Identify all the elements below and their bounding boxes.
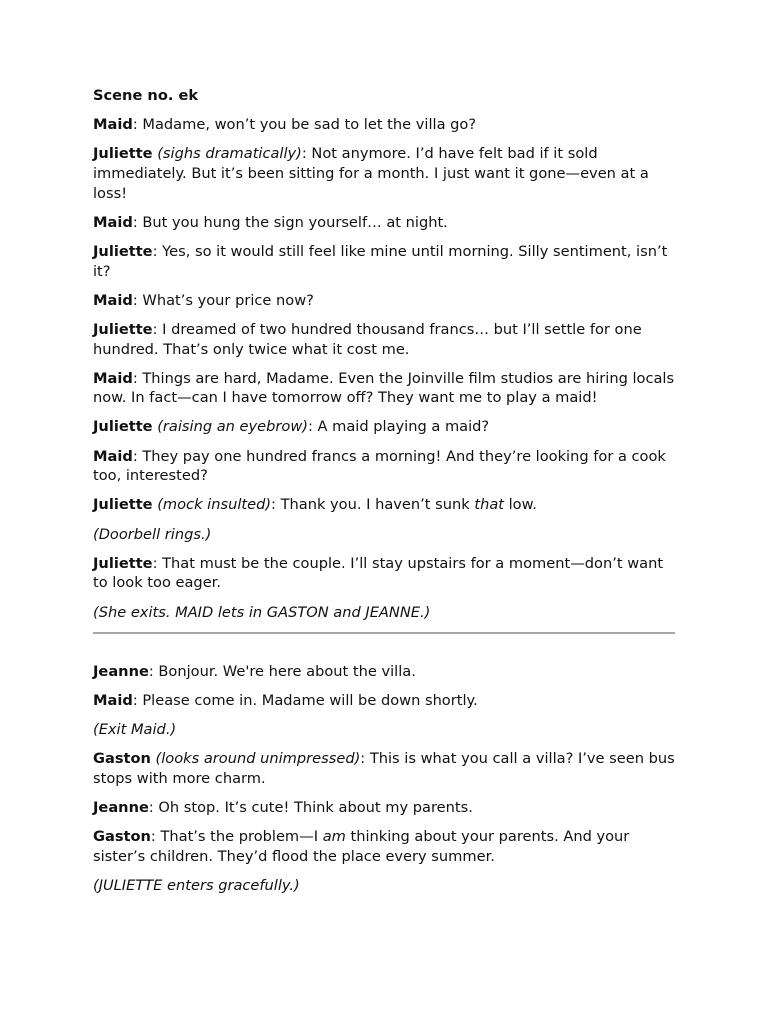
dialogue-line [93,417,675,437]
dialogue-text: : That’s the problem—I [150,828,323,846]
dialogue-text: : Oh stop. It’s cute! Think about my parents. [148,799,473,817]
speaker-name: Maid [93,691,133,709]
stage-direction-inline: (sighs dramatically) [152,145,302,163]
dialogue-line [93,495,675,515]
dialogue-text: thinking about your parents. And your sister’s children. They’d flood the place every summer. [93,828,630,865]
speaker-name: Jeanne [93,662,149,680]
stage-direction: (Exit Maid.) [93,721,177,739]
dialogue-line [93,827,675,866]
dialogue-text: : Bonjour. We're here about the villa. [148,662,416,680]
speaker-name: Gaston [93,750,151,768]
stage-direction: (JULIETTE enters gracefully.) [93,877,300,895]
dialogue-text: : Thank you. I haven’t sunk [271,496,475,514]
dialogue-line [93,291,675,311]
dialogue-text: : I dreamed of two hundred thousand francs… but I’ll settle for one hundred. That’s only twice what it cost me. [93,320,642,358]
dialogue-text: : Things are hard, Madame. Even the Joinville film studios are hiring locals now. In fact—can I have tomorrow off? They want me to play a maid! [93,369,675,407]
stage-direction-inline: (raising an eyebrow) [152,418,308,436]
stage-direction-inline: (looks around unimpressed) [150,750,361,768]
speaker-name: Juliette [93,554,153,572]
speaker-name: Juliette [93,242,153,260]
speaker-name: Juliette [93,320,153,338]
emphasis-text: am [322,828,346,846]
stage-direction: (She exits. MAID lets in GASTON and JEANNE.) [93,603,431,621]
dialogue-text: : They pay one hundred francs a morning! And they’re looking for a cook too, interested? [93,447,666,485]
speaker-name: Maid [93,291,133,309]
speaker-name: Maid [93,116,133,134]
dialogue-line [93,115,675,135]
speaker-name: Maid [93,447,133,465]
dialogue-text: : But you hung the sign yourself… at night. [132,213,448,231]
scene-title: Scene no. ek [93,87,199,104]
dialogue-line [93,798,675,818]
dialogue-line [93,144,675,203]
stage-direction-inline: (mock insulted) [152,496,272,514]
dialogue-text: : That must be the couple. I’ll stay upstairs for a moment—don’t want to look too eager. [93,554,664,592]
speaker-name: Jeanne [93,799,149,817]
dialogue-text: : This is what you call a villa? I’ve seen bus stops with more charm. [93,750,675,787]
stage-direction: (Doorbell rings.) [93,525,212,543]
dialogue-text: : Madame, won’t you be sad to let the villa go? [132,116,477,134]
dialogue-line [93,213,675,233]
speaker-name: Gaston [93,828,151,846]
dialogue-line [93,554,675,593]
dialogue-text: : Yes, so it would still feel like mine until morning. Silly sentiment, isn’t it? [93,242,668,280]
speaker-name: Juliette [93,418,153,436]
dialogue-line [93,242,675,281]
speaker-name: Juliette [93,496,153,514]
dialogue-text: low. [503,496,537,514]
dialogue-line [93,749,675,788]
dialogue-line [93,662,675,682]
dialogue-text: : What’s your price now? [132,291,314,309]
dialogue-text: : A maid playing a maid? [307,418,490,436]
dialogue-line [93,447,675,486]
speaker-name: Maid [93,369,133,387]
dialogue-line [93,369,675,408]
speaker-name: Juliette [93,145,153,163]
speaker-name: Maid [93,213,133,231]
dialogue-line [93,691,675,711]
dialogue-text: : Not anymore. I’d have felt bad if it sold immediately. But it’s been sitting for a month. I just want it gone—even at a loss! [93,145,649,202]
dialogue-text: : Please come in. Madame will be down shortly. [132,691,478,709]
dialogue-line [93,320,675,359]
section-divider [93,632,675,634]
emphasis-text: that [474,496,504,514]
